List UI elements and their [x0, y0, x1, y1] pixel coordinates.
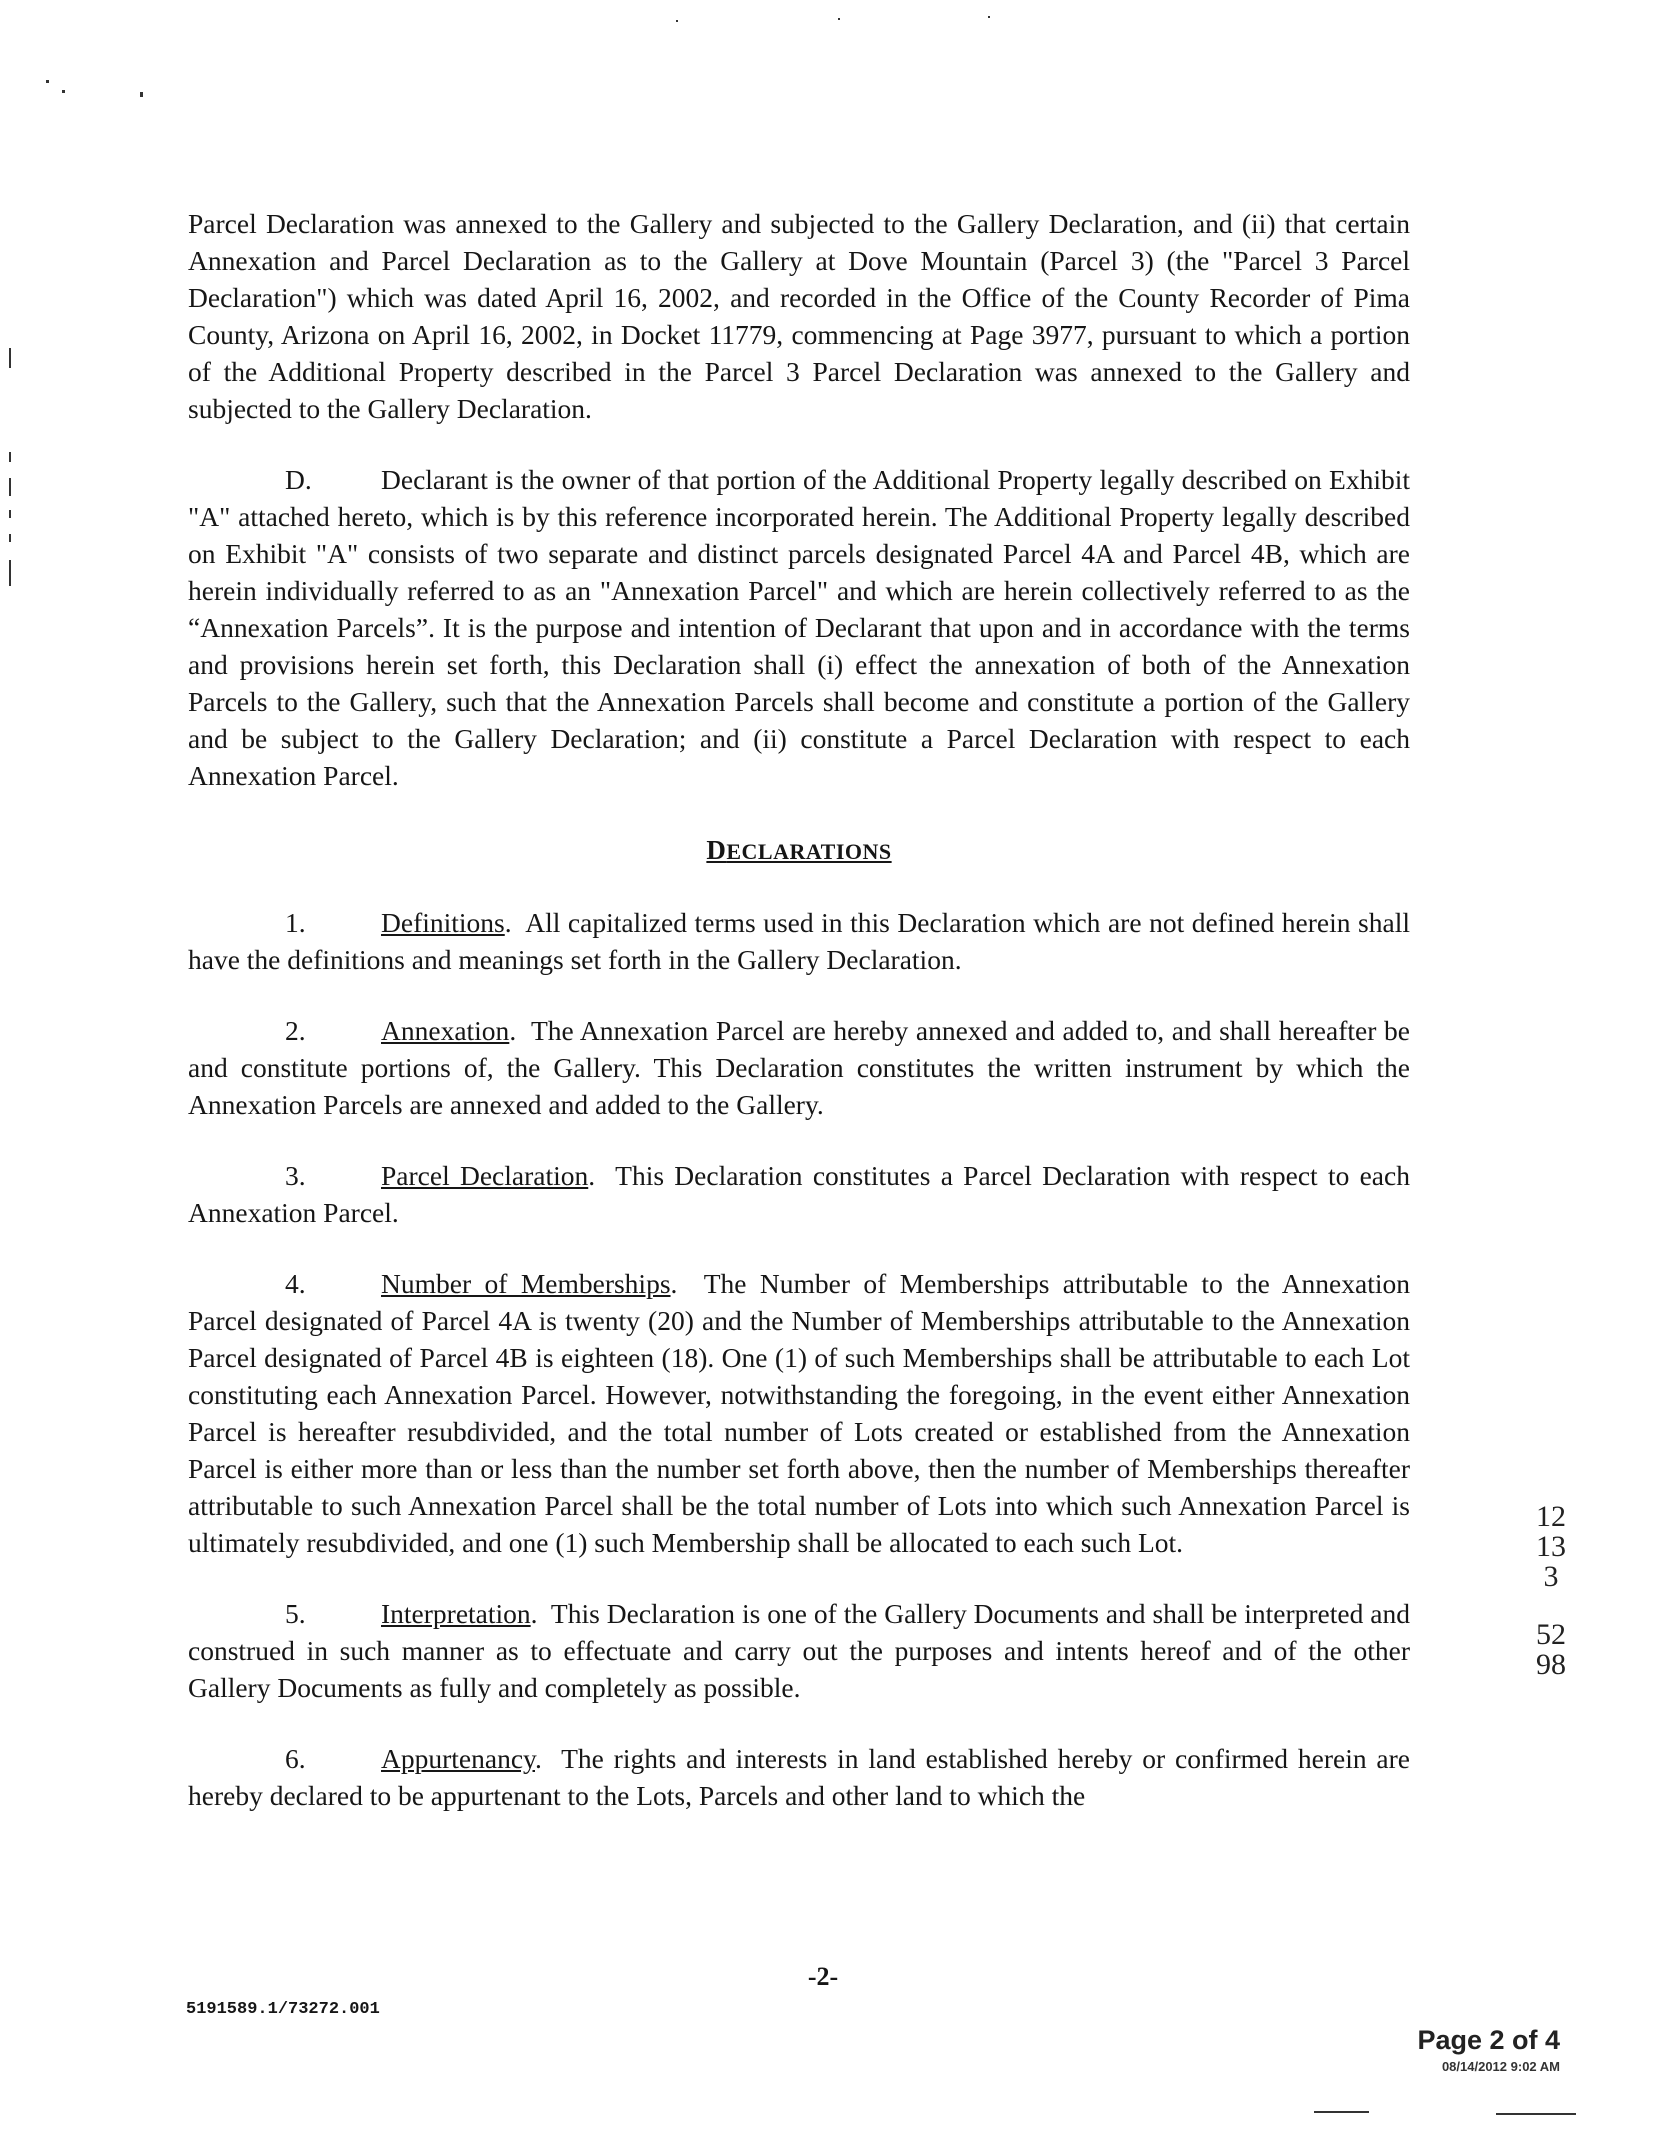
section-number: 3. — [285, 1160, 306, 1191]
section-number: 6. — [285, 1743, 306, 1774]
section-number: 2. — [285, 1015, 306, 1046]
section-title: Appurtenancy — [381, 1743, 535, 1774]
section-6: 6. Appurtenancy. The rights and interests in land established hereby or confirmed herein are hereby declared to be appurtenant to the Lots, Parcels and other land to which the — [188, 1740, 1410, 1814]
section-title: Annexation — [381, 1015, 510, 1046]
section-title: Definitions — [381, 907, 505, 938]
declarations-heading: DECLARATIONS — [706, 835, 892, 865]
scan-mark — [9, 560, 11, 586]
paragraph-c-continued: Parcel Declaration was annexed to the Gallery and subjected to the Gallery Declaration, and (ii) that certain Annexation and Parcel Declaration as to the Gallery at Dove Mountain (Parcel 3) (the "Parcel 3 Parcel Declaration") which was dated April 16, 2002, and recorded in the Office of the County Recorder of Pima County, Arizona on April 16, 2002, in Docket 11779, commencing at Page 3977, pursuant to which a portion of the Additional Property described in the Parcel 3 Parcel Declaration was annexed to the Gallery and subjected to the Gallery Declaration. — [188, 208, 1410, 424]
scan-mark — [9, 510, 11, 518]
scan-mark — [676, 20, 678, 22]
section-4: 4. Number of Memberships. The Number of Memberships attributable to the Annexation Parcel designated of Parcel 4A is twenty (20) and the Number of Memberships attributable to the Annexation Parcel designated of Parcel 4B is eighteen (18). One (1) of such Memberships shall be attributable to each Lot constituting each Annexation Parcel. However, notwithstanding the foregoing, in the event either Annexation Parcel is hereafter resubdivided, and the total number of Lots created or established from the Annexation Parcel is either more than or less than the number set forth above, then the number of Memberships thereafter attributable to such Annexation Parcel shall be the total number of Lots into which such Annexation Parcel is ultimately resubdivided, and one (1) such Membership shall be allocated to each such Lot. — [188, 1265, 1410, 1561]
scan-mark — [9, 478, 11, 496]
scan-mark — [46, 80, 49, 83]
document-id: 5191589.1/73272.001 — [186, 2000, 380, 2019]
page-count-label: Page 2 of 4 — [1417, 2025, 1560, 2055]
section-text: All capitalized terms used in this Declaration which are not defined herein shall have the definitions and meanings set forth in the Gallery Declaration. — [188, 907, 1410, 975]
section-text: The rights and interests in land established hereby or confirmed herein are hereby declared to be appurtenant to the Lots, Parcels and other land to which the — [188, 1743, 1410, 1811]
recording-page: 5298 — [1536, 1618, 1566, 1681]
paragraph-d-text: Declarant is the owner of that portion of the Additional Property legally described on Exhibit "A" attached hereto, which is by this reference incorporated herein. The Additional Property legally described on Exhibit "A" consists of two separate and distinct parcels designated Parcel 4A and Parcel 4B, which are herein individually referred to as an "Annexation Parcel" and which are herein collectively referred to as the “Annexation Parcels”. It is the purpose and intention of Declarant that upon and in accordance with the terms and provisions herein set forth, this Declaration shall (i) effect the annexation of both of the Annexation Parcels to the Gallery, such that the Annexation Parcels shall become and constitute a portion of the Gallery and be subject to the Gallery Declaration; and (ii) constitute a Parcel Declaration with respect to each Annexation Parcel. — [188, 464, 1410, 791]
section-3: 3. Parcel Declaration. This Declaration constitutes a Parcel Declaration with respect to each Annexation Parcel. — [188, 1157, 1410, 1231]
document-body — [188, 205, 1410, 1814]
section-1: 1. Definitions. All capitalized terms used in this Declaration which are not defined herein shall have the definitions and meanings set forth in the Gallery Declaration. — [188, 904, 1410, 978]
scan-mark — [1314, 2111, 1369, 2113]
paragraph-d — [188, 461, 1410, 794]
scan-mark — [62, 90, 65, 93]
section-2: 2. Annexation. The Annexation Parcel are hereby annexed and added to, and shall hereafter be and constitute portions of, the Gallery. This Declaration constitutes the written instrument by which the Annexation Parcels are annexed and added to the Gallery. — [188, 1012, 1410, 1123]
page-folio: -2- — [807, 1962, 839, 1991]
scan-mark — [9, 348, 11, 368]
section-text: The Annexation Parcel are hereby annexed and added to, and shall hereafter be and constitute portions of, the Gallery. This Declaration constitutes the written instrument by which the Annexation Parcels are annexed and added to the Gallery. — [188, 1015, 1410, 1120]
section-text: This Declaration constitutes a Parcel Declaration with respect to each Annexation Parcel. — [188, 1160, 1410, 1228]
scan-mark — [140, 92, 143, 97]
section-number: 4. — [285, 1268, 306, 1299]
section-text: The Number of Memberships attributable to the Annexation Parcel designated of Parcel 4A is twenty (20) and the Number of Memberships attributable to the Annexation Parcel designated of Parcel 4B is eighteen (18). One (1) of such Memberships shall be attributable to each Lot constituting each Annexation Parcel. However, notwithstanding the foregoing, in the event either Annexation Parcel is hereafter resubdivided, and the total number of Lots created or established from the Annexation Parcel is either more than or less than the number set forth above, then the number of Memberships thereafter attributable to such Annexation Parcel shall be the total number of Lots into which such Annexation Parcel is ultimately resubdivided, and one (1) such Membership shall be allocated to each such Lot. — [188, 1268, 1410, 1558]
section-text: This Declaration is one of the Gallery Documents and shall be interpreted and construed in such manner as to effectuate and carry out the purposes and intents hereof and of the other Gallery Documents as fully and completely as possible. — [188, 1598, 1410, 1703]
section-title: Number of Memberships — [381, 1268, 671, 1299]
recording-number — [1533, 1502, 1569, 1680]
section-number: 1. — [285, 907, 306, 938]
scan-mark — [988, 16, 990, 18]
recording-timestamp: 08/14/2012 9:02 AM — [1441, 2059, 1560, 2074]
scan-mark — [1496, 2113, 1576, 2115]
recording-docket: 12133 — [1536, 1500, 1566, 1593]
section-title: Interpretation — [381, 1598, 531, 1629]
scan-mark — [9, 534, 11, 542]
section-5: 5. Interpretation. This Declaration is one of the Gallery Documents and shall be interpreted and construed in such manner as to effectuate and carry out the purposes and intents hereof and of the other Gallery Documents as fully and completely as possible. — [188, 1595, 1410, 1706]
paragraph-d-label: D. — [285, 464, 312, 495]
section-number: 5. — [285, 1598, 306, 1629]
scan-mark — [9, 452, 11, 462]
scan-mark — [838, 18, 840, 20]
section-title: Parcel Declaration — [381, 1160, 589, 1191]
